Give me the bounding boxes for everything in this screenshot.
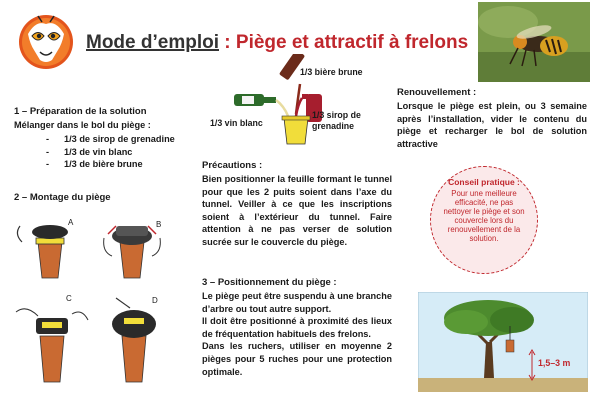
ingredient-list: [46, 133, 175, 171]
precautions-text: Bien positionner la feuille formant le tunnel pour que les 2 puits soient dans l’axe du tunnel. Veiller à ce que les inscriptions soient à l’extérieur du tunnel. Faire attention à ne pas verser de solution sucrée sur le couvercle du piège.: [202, 174, 392, 247]
step-label-c: C: [66, 294, 72, 303]
section3-para2: Il doit être positionné à proximité des lieux de fréquentation habituels des frelons.: [202, 316, 392, 339]
assembly-illustrations: [12, 212, 180, 412]
hornet-photo: [478, 2, 590, 82]
renouvellement-heading: Renouvellement :: [397, 87, 477, 98]
syrup-label: 1/3 sirop de grenadine: [312, 110, 361, 131]
list-item: - 1/3 de sirop de grenadine: [46, 134, 175, 144]
title-part2: Piège et attractif à frelons: [235, 32, 469, 53]
section3-para3: Dans les ruchers, utiliser en moyenne 2 pièges pour 5 ruches pour une protection optimale.: [202, 341, 392, 377]
section3-text: [202, 290, 392, 378]
precautions-heading: Précautions :: [202, 160, 263, 171]
section1-heading: 1 – Préparation de la solution: [14, 106, 147, 117]
section1-intro: Mélanger dans le bol du piège :: [14, 120, 151, 130]
wine-label: 1/3 vin blanc: [210, 118, 263, 128]
title-separator: :: [219, 32, 236, 53]
renouvellement-text: Lorsque le piège est plein, ou 3 semaine après l’installation, vider le contenu du piège et recharger le bol de solution attractive: [397, 101, 587, 149]
tip-badge: [430, 166, 538, 274]
tip-text: Pour une meilleure efficacité, ne pas nettoyer le piège et son couvercle lors du renouvellement de la solution.: [443, 189, 525, 243]
step-label-d: D: [152, 296, 158, 305]
page-title: [86, 32, 468, 54]
height-label: 1,5–3 m: [538, 358, 571, 368]
trap-step-c: [16, 309, 88, 382]
list-item: - 1/3 de vin blanc: [46, 146, 133, 157]
tip-heading: Conseil pratique :: [448, 177, 520, 187]
trap-step-b: [104, 226, 161, 278]
trap-step-a: [17, 225, 68, 278]
section3-heading: 3 – Positionnement du piège :: [202, 277, 337, 288]
section2-heading: 2 – Montage du piège: [14, 192, 111, 203]
trap-step-d: [112, 298, 156, 382]
step-label-a: A: [68, 218, 74, 227]
title-part1: Mode d’emploi: [86, 32, 219, 53]
hornet-logo: [18, 14, 74, 70]
list-item: - 1/3 de bière brune: [46, 159, 143, 170]
beer-label: 1/3 bière brune: [300, 67, 363, 77]
section3-para1: Le piège peut être suspendu à une branche d’arbre ou tout autre support.: [202, 291, 392, 314]
step-label-b: B: [156, 220, 162, 229]
tree-illustration: [418, 292, 588, 392]
